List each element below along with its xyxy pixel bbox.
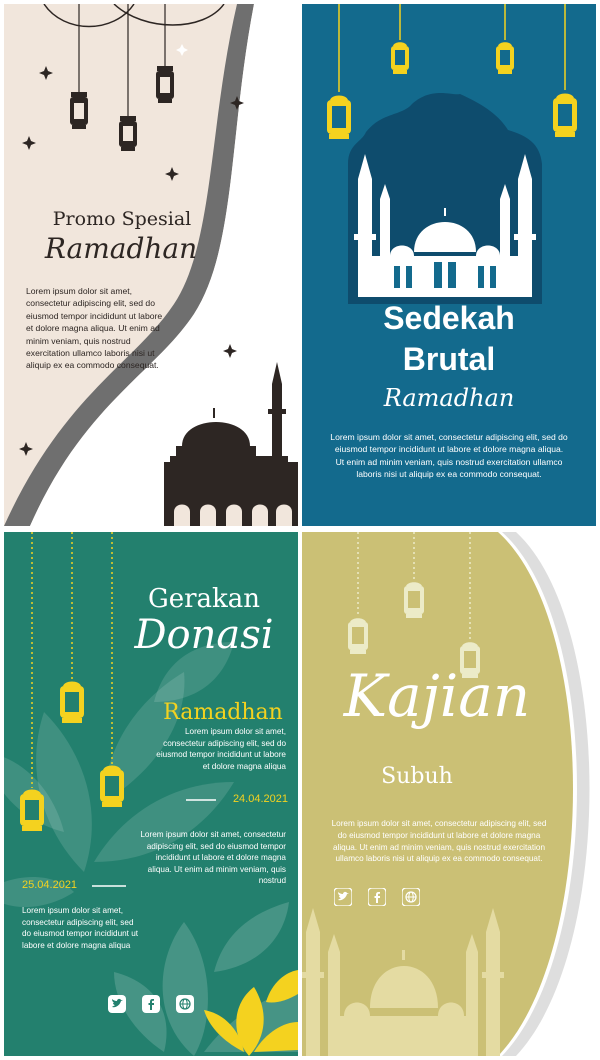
poster3-date2: 25.04.2021 [22,879,78,891]
lantern-icon [60,682,84,724]
twitter-icon[interactable] [108,995,126,1013]
poster4-decoration [302,532,596,1056]
lantern-icon [404,582,424,618]
poster3-body3: Lorem ipsum dolor sit amet, consectetur adipiscing elit, sed do eiusmod tempor incididunt ut labore et dolore magna aliqua [22,906,139,950]
poster2-body: Lorem ipsum dolor sit amet, consectetur adipiscing elit, sed do eiusmod tempor incididunt ut labore et dolore magna aliqua. Ut enim ad minim veniam, quis nostrud exercitation ullamco laboris nisi ut aliquip ex ea commodo consequat. [330,432,568,480]
poster4-title: Kajian [343,662,531,730]
lantern-icon [553,4,577,137]
poster-sedekah-brutal [302,4,596,526]
poster1-title-script: Ramadhan [44,232,198,265]
poster4-subtitle: Subuh [381,764,453,789]
lantern-icon [100,766,124,808]
olive-background [302,532,573,1056]
poster3-subtitle: Ramadhan [163,700,283,725]
globe-icon[interactable] [402,888,420,906]
poster4-body: Lorem ipsum dolor sit amet, consectetur adipiscing elit, sed do eiusmod tempor incididunt ut labore et dolore magna aliqua. Ut enim ad minim veniam, quis nostrud exercitation ullamco laboris nisi ut aliquip ex ea commodo consequat. [331,819,547,864]
poster-gerakan-donasi [4,532,298,1056]
poster1-body: Lorem ipsum dolor sit amet, consectetur adipiscing elit, sed do eiusmod tempor incididunt ut labore et dolore magna aliqua. Ut enim ad minim veniam, quis nostrud exercitation ullamco laboris nisi ut aliquip ex ea commodo consequat. [26,286,163,371]
poster-promo-spesial [4,4,298,526]
lantern-icon [70,4,88,129]
poster3-title-line2: Donasi [134,612,274,658]
lantern-icon [327,4,351,139]
lantern-icon [20,790,44,832]
globe-icon[interactable] [176,995,194,1013]
poster3-date1: 24.04.2021 [232,793,288,805]
poster1-decoration [4,4,298,526]
poster2-title-line2: Brutal [402,341,496,377]
poster2-title-line1: Sedekah [383,300,515,336]
lantern-icon [156,4,174,103]
lantern-icon [496,4,514,74]
poster3-body2: Lorem ipsum dolor sit amet, consectetur adipiscing elit, sed do eiusmod tempor incididunt ut labore et dolore magna aliqua. Ut enim ad minim veniam, quis nostrud [140,830,286,886]
lantern-icon [119,4,137,151]
poster3-body1: Lorem ipsum dolor sit amet, consectetur adipiscing elit, sed do eiusmod tempor incididunt ut labore et dolore magna aliqua [156,727,286,771]
lantern-icon [391,4,409,74]
lantern-icon [348,618,368,654]
poster1-title: Promo Spesial [52,208,192,230]
poster2-title-script: Ramadhan [383,384,515,412]
facebook-icon[interactable] [368,888,386,906]
facebook-icon[interactable] [142,995,160,1013]
twitter-icon[interactable] [334,888,352,906]
poster-kajian-subuh [302,532,596,1056]
poster3-title-line1: Gerakan [147,584,261,614]
